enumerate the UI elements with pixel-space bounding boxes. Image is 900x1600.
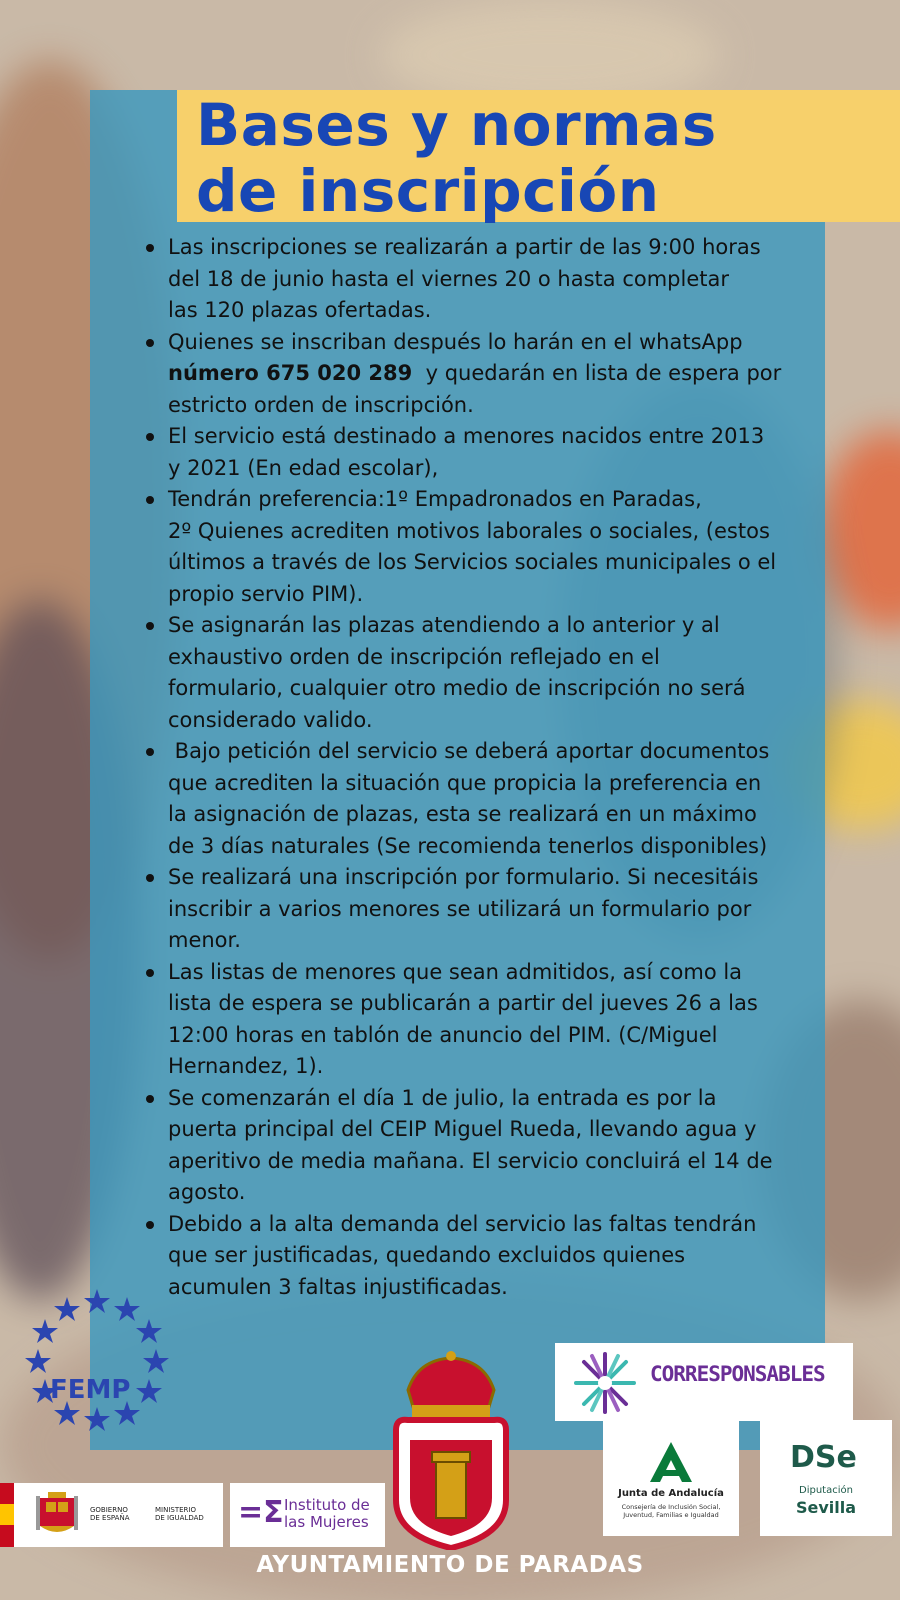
rule-line: Tendrán preferencia:1º Empadronados en Paradas,	[168, 487, 702, 511]
rule-line: que ser justificadas, quedando excluidos quienes	[168, 1243, 686, 1267]
rule-line: y 2021 (En edad escolar),	[168, 455, 439, 480]
rule-line: Debido a la alta demanda del servicio las faltas tendrán	[168, 1211, 757, 1236]
rule-line: El servicio está destinado a menores nacidos entre 2013	[168, 424, 765, 448]
rule-line: aperitivo de media mañana. El servicio concluirá el 14 de	[168, 1148, 773, 1173]
gobierno-line: DE ESPAÑA	[90, 1514, 130, 1522]
rule-line: 12:00 horas en tablón de anuncio del PIM. (C/Miguel	[168, 1022, 718, 1047]
junta-subtitle-line: Juventud, Familias e Igualdad	[623, 1511, 719, 1519]
rule-line: propio servio PIM).	[168, 581, 364, 606]
paradas-crest-icon	[388, 1350, 514, 1550]
eu-flag-icon	[0, 1483, 14, 1547]
rule-line: Quienes se inscriban después lo harán en el whatsApp	[168, 329, 743, 354]
gobierno-text	[90, 1506, 130, 1522]
rule-line: Hernandez, 1).	[168, 1054, 324, 1078]
junta-a-icon	[648, 1440, 694, 1484]
rule-line: menor.	[168, 928, 241, 952]
rule-item	[140, 957, 820, 1083]
rule-line: 2º Quienes acrediten motivos laborales o sociales, (estos	[168, 518, 770, 543]
rule-item	[140, 421, 820, 484]
diputacion-name: Diputación	[799, 1485, 853, 1496]
rule-item	[140, 484, 820, 610]
rule-item	[140, 232, 820, 327]
rule-line: exhaustivo orden de inscripción reflejado en el	[168, 644, 660, 669]
whatsapp-number: número 675 020 289	[168, 361, 413, 385]
rule-line: formulario, cualquier otro medio de inscripción no será	[168, 676, 746, 700]
rule-item	[140, 610, 820, 736]
rule-line: agosto.	[168, 1180, 246, 1204]
diputacion-sevilla-logo	[760, 1420, 892, 1536]
instituto-line: Instituto de	[284, 1496, 370, 1514]
page-title	[196, 92, 717, 224]
rule-item	[140, 327, 820, 422]
rule-line: Las listas de menores que sean admitidos, así como la	[168, 959, 743, 984]
title-line-1: Bases y normas	[196, 91, 717, 159]
footer-caption: AYUNTAMIENTO DE PARADAS	[256, 1552, 644, 1578]
rule-line: las 120 plazas ofertadas.	[168, 298, 432, 322]
femp-logo-text: FEMP	[50, 1375, 131, 1405]
rule-line: inscribir a varios menores se utilizará un formulario por	[168, 896, 752, 921]
gobierno-line: GOBIERNO	[90, 1506, 128, 1514]
rule-line: de 3 días naturales (Se recomienda tenerlos disponibles)	[168, 833, 768, 858]
diputacion-city: Sevilla	[795, 1498, 857, 1517]
ministerio-text	[155, 1506, 204, 1522]
rule-line: del 18 de junio hasta el viernes 20 o hasta completar	[168, 266, 730, 291]
ministerio-line: MINISTERIO	[155, 1506, 196, 1514]
rule-item	[140, 1083, 820, 1209]
title-line-2: de inscripción	[196, 157, 660, 225]
junta-name: Junta de Andalucía	[618, 1488, 724, 1499]
rules-list	[140, 232, 820, 1303]
rule-item	[140, 862, 820, 957]
corresponsables-text: CORRESPONSABLES	[650, 1362, 825, 1386]
rule-line: Bajo petición del servicio se deberá aportar documentos	[168, 739, 770, 763]
rule-line: Las inscripciones se realizarán a partir de las 9:00 horas	[168, 235, 761, 259]
rule-line: Se realizará una inscripción por formulario. Si necesitáis	[168, 865, 759, 889]
rule-line: Se comenzarán el día 1 de julio, la entrada es por la	[168, 1085, 717, 1110]
rule-line: lista de espera se publicarán a partir del jueves 26 a las	[168, 991, 758, 1015]
spain-shield-icon	[36, 1492, 78, 1538]
junta-subtitle	[608, 1503, 734, 1519]
rule-line	[168, 358, 820, 390]
equals-sigma-icon: =Σ	[238, 1495, 284, 1530]
rule-line: que acrediten la situación que propicia la preferencia en	[168, 770, 762, 795]
rule-line: últimos a través de los Servicios sociales municipales o el	[168, 550, 777, 574]
snowflake-icon	[572, 1350, 638, 1416]
rule-line: puerta principal del CEIP Miguel Rueda, llevando agua y	[168, 1117, 757, 1141]
instituto-text	[284, 1497, 370, 1531]
rule-line: considerado valido.	[168, 707, 373, 732]
ministerio-line: DE IGUALDAD	[155, 1514, 204, 1522]
rule-line: la asignación de plazas, esta se realizará en un máximo	[168, 802, 757, 826]
junta-subtitle-line: Consejería de Inclusión Social,	[621, 1503, 721, 1511]
rule-line: estricto orden de inscripción.	[168, 392, 474, 417]
diputacion-mark: DSe	[790, 1440, 857, 1475]
instituto-line: las Mujeres	[284, 1513, 369, 1531]
femp-stars-icon	[22, 1285, 172, 1435]
rule-line: Se asignarán las plazas atendiendo a lo anterior y al	[168, 613, 720, 637]
rule-line: acumulen 3 faltas injustificadas.	[168, 1274, 508, 1299]
rule-text: y quedarán en lista de espera por	[412, 361, 782, 385]
rule-item	[140, 1209, 820, 1304]
rule-item	[140, 736, 820, 862]
